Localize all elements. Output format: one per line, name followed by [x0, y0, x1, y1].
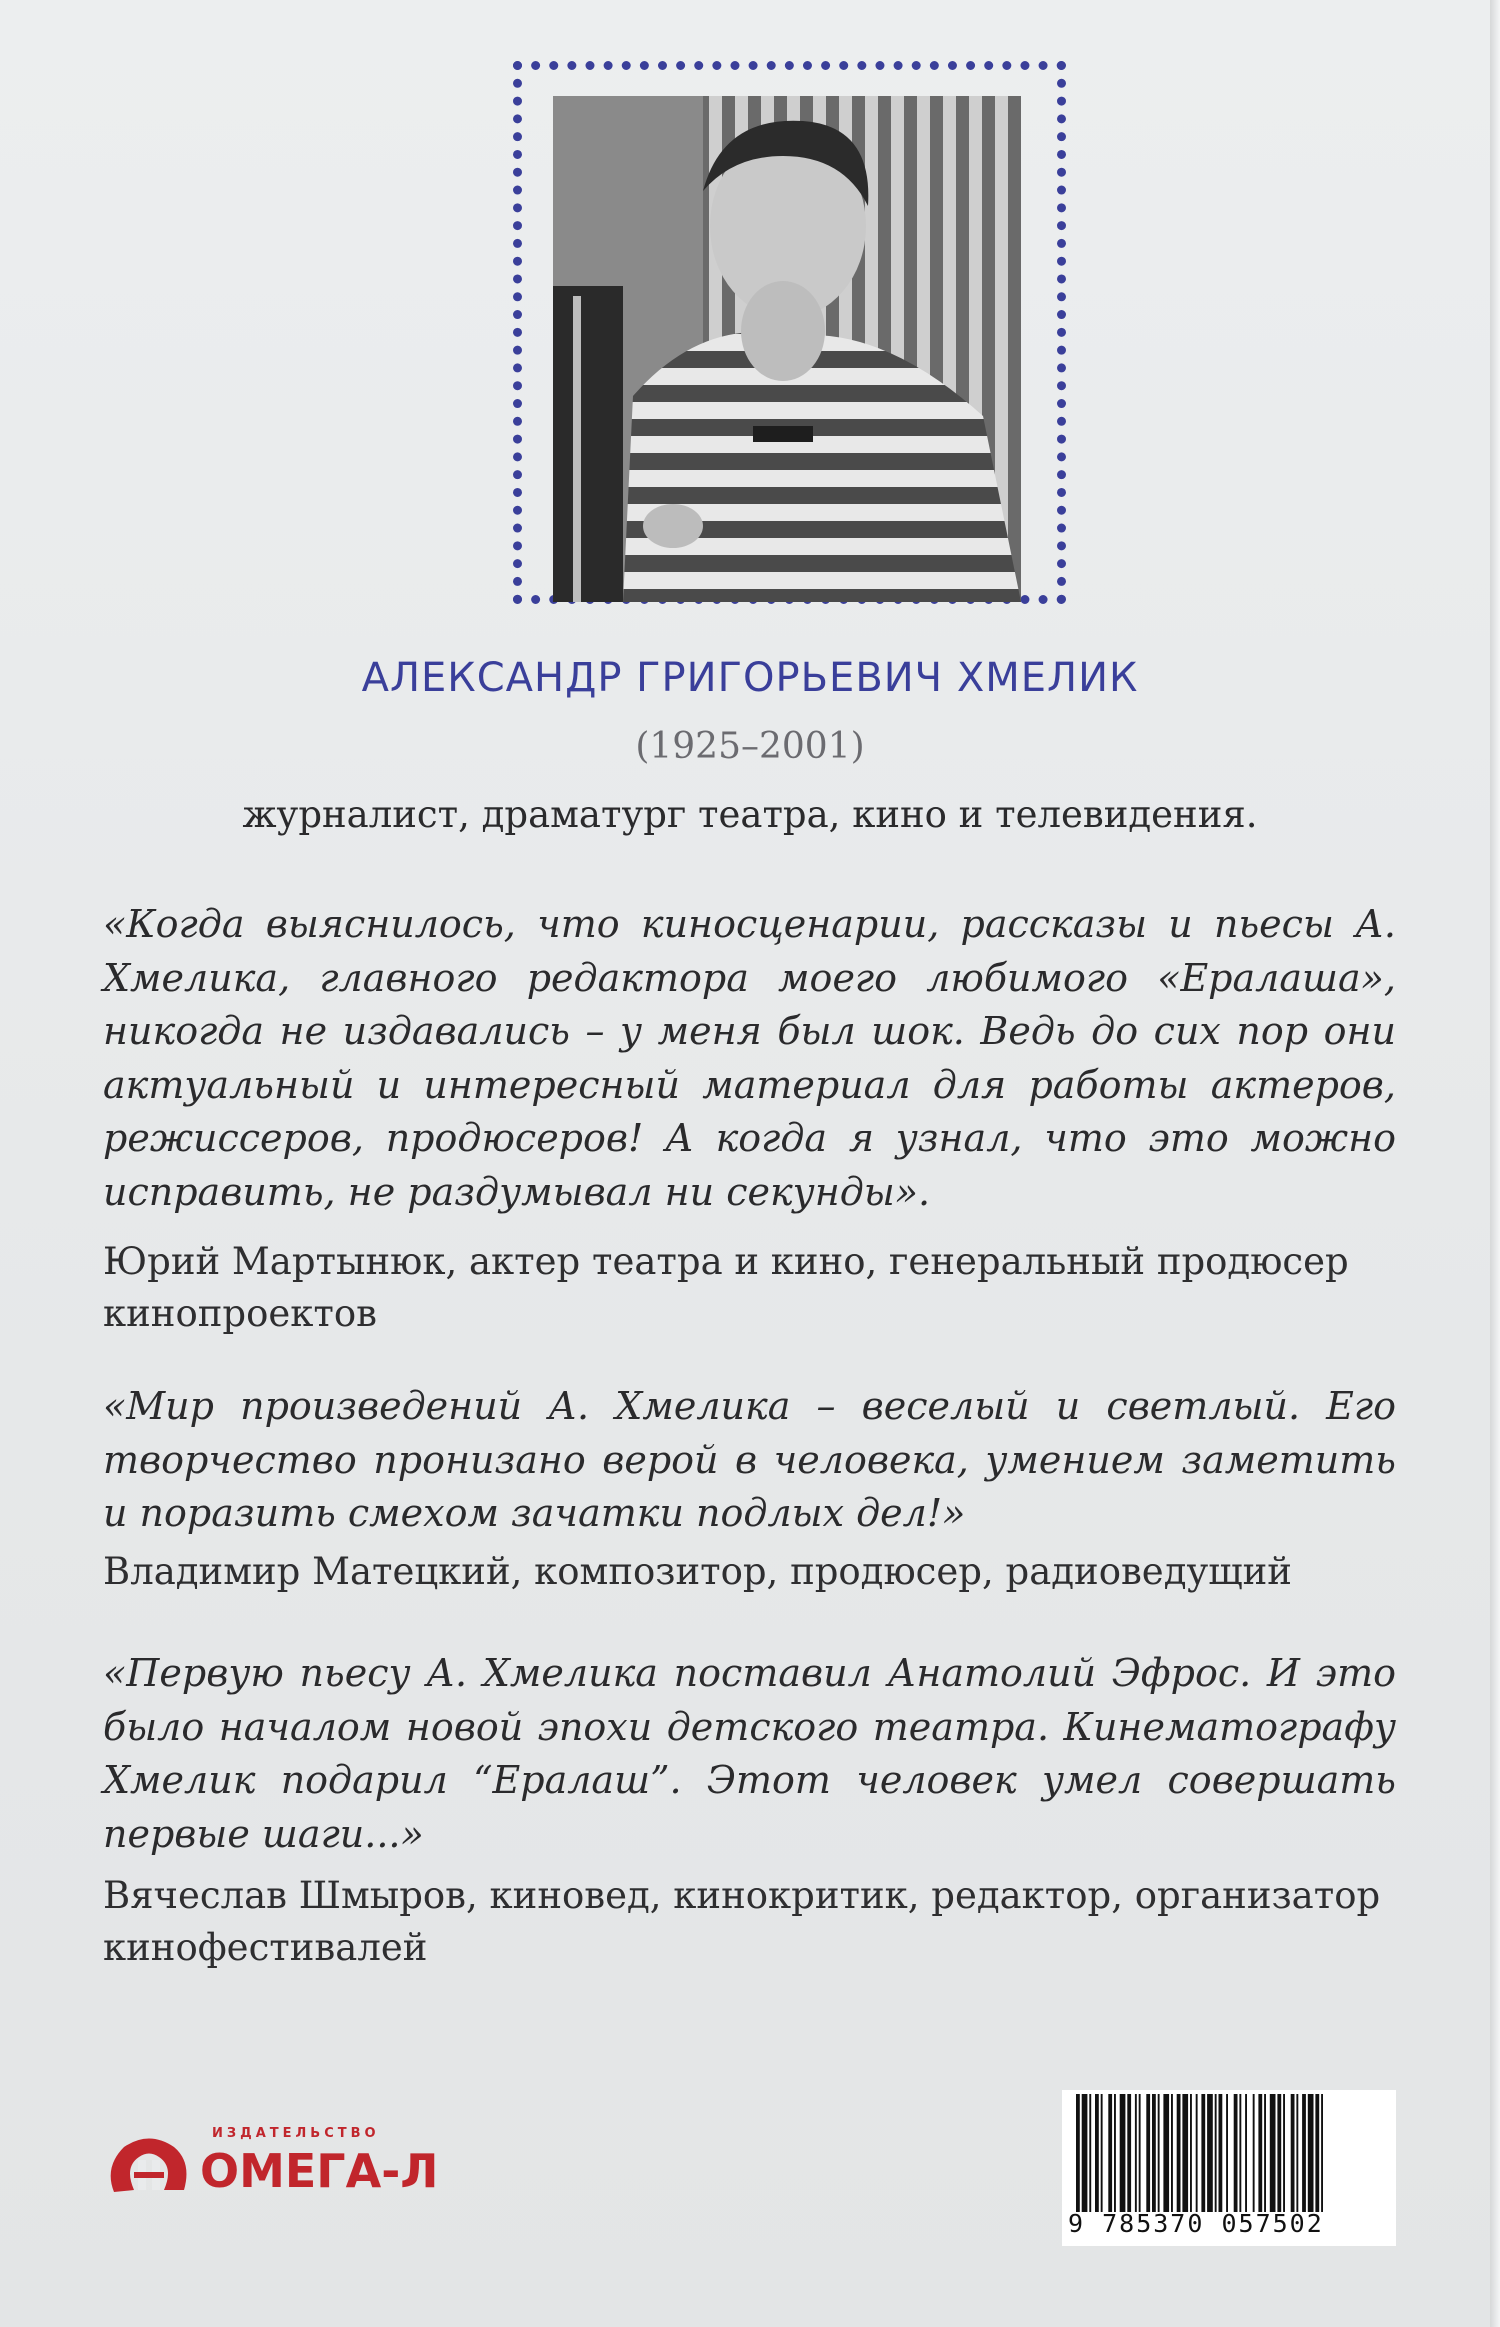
- testimonial-attribution: [103, 1870, 1396, 1974]
- testimonial-attribution: [103, 1546, 1396, 1598]
- barcode-bar: [1196, 2094, 1198, 2212]
- barcode-bar: [1076, 2094, 1080, 2212]
- barcode-bar: [1089, 2094, 1091, 2212]
- barcode-bar: [1082, 2094, 1088, 2212]
- publisher-logo: [104, 2126, 464, 2206]
- barcode-bar: [1308, 2094, 1314, 2212]
- barcode-bar: [1215, 2094, 1217, 2212]
- publisher-small-label: ИЗДАТЕЛЬСТВО: [212, 2126, 380, 2141]
- attribution-text: Вячеслав Шмыров, киновед, кинокритик, редактор, организатор кинофестивалей: [103, 1874, 1381, 1969]
- barcode-bar: [1277, 2094, 1281, 2212]
- publisher-name: ОМЕГА-Л: [200, 2144, 439, 2198]
- author-profession: журналист, драматург театра, кино и телевидения.: [242, 793, 1258, 836]
- barcode-bar: [1135, 2094, 1137, 2212]
- barcode-bar: [1190, 2094, 1192, 2212]
- barcode-bar: [1283, 2094, 1285, 2212]
- barcode-bar: [1120, 2094, 1126, 2212]
- author-years: (1925–2001): [635, 726, 865, 767]
- barcode-bar: [1101, 2094, 1103, 2212]
- barcode-bar: [1108, 2094, 1112, 2212]
- barcode-bar: [1163, 2094, 1169, 2212]
- barcode-bar: [1291, 2094, 1295, 2212]
- barcode-bar: [1245, 2094, 1247, 2212]
- barcode-number: 9 785370 057502: [1068, 2209, 1324, 2238]
- barcode-bar: [1095, 2094, 1099, 2212]
- quote-text: «Первую пьесу А. Хмелика поставил Анатолий Эфрос. И это было началом новой эпохи детского театра. Кинематографу Хмелик подарил “Ералаш”. Этот человек умел совершать первые шаги...»: [103, 1651, 1396, 1856]
- barcode-bar: [1234, 2094, 1238, 2212]
- testimonial-quote: [103, 1380, 1396, 1541]
- barcode-bar: [1158, 2094, 1160, 2212]
- barcode-bar: [1152, 2094, 1156, 2212]
- barcode-bar: [1315, 2094, 1319, 2212]
- barcode-bar: [1253, 2094, 1255, 2212]
- testimonial-quote: [103, 1647, 1396, 1861]
- cover-edge: [1490, 0, 1500, 2327]
- barcode-bar: [1177, 2094, 1181, 2212]
- attribution-text: Владимир Матецкий, композитор, продюсер, радиоведущий: [103, 1550, 1292, 1593]
- testimonial-attribution: [103, 1236, 1396, 1340]
- barcode-bar: [1270, 2094, 1276, 2212]
- quote-text: «Когда выяснилось, что киносценарии, рассказы и пьесы А. Хмелика, главного редактора моего любимого «Ералаша», никогда не издавались – у меня был шок. Ведь до сих пор они актуальный и интересный материал для работы актеров, режиссеров, продюсеров! А когда я узнал, что это можно исправить, не раздумывал ни секунды».: [103, 902, 1396, 1214]
- barcode-bar: [1127, 2094, 1131, 2212]
- barcode-bar: [1226, 2094, 1228, 2212]
- barcode-bar: [1201, 2094, 1205, 2212]
- barcode-bar: [1182, 2094, 1188, 2212]
- quote-text: «Мир произведений А. Хмелика – веселый и светлый. Его творчество пронизано верой в человека, умением заметить и поразить смехом зачатки подлых дел!»: [103, 1384, 1396, 1536]
- barcode-bar: [1296, 2094, 1298, 2212]
- barcode-bars: [1062, 2094, 1396, 2216]
- publisher-emblem-icon: [104, 2132, 194, 2202]
- barcode-bar: [1302, 2094, 1306, 2212]
- barcode-bar: [1321, 2094, 1323, 2212]
- barcode-bar: [1139, 2094, 1141, 2212]
- barcode-bar: [1258, 2094, 1262, 2212]
- barcode-bar: [1207, 2094, 1213, 2212]
- barcode-bar: [1239, 2094, 1241, 2212]
- barcode-bar: [1171, 2094, 1173, 2212]
- barcode-bar: [1114, 2094, 1116, 2212]
- barcode-bar: [1264, 2094, 1266, 2212]
- author-name: АЛЕКСАНДР ГРИГОРЬЕВИЧ ХМЕЛИК: [361, 655, 1139, 701]
- author-photo: [553, 96, 1021, 602]
- barcode-bar: [1219, 2094, 1223, 2212]
- testimonial-quote: [103, 898, 1396, 1220]
- attribution-text: Юрий Мартынюк, актер театра и кино, генеральный продюсер кинопроектов: [103, 1240, 1349, 1335]
- barcode-bar: [1146, 2094, 1150, 2212]
